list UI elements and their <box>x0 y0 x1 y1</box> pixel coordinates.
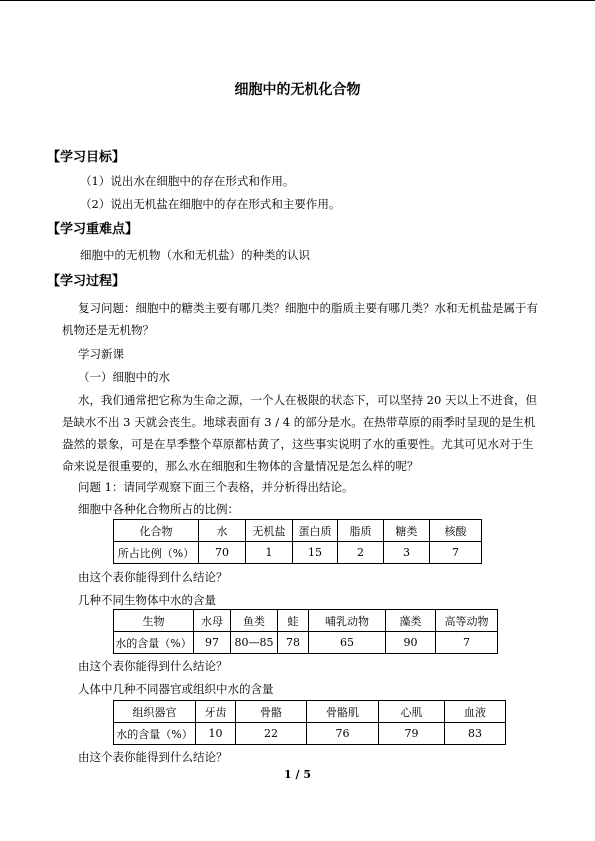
table-cell: 15 <box>293 542 338 564</box>
key-points-heading: 【学习重难点】 <box>47 222 139 237</box>
process-heading: 【学习过程】 <box>47 274 126 289</box>
table-cell: 糖类 <box>384 520 430 542</box>
table-cell: 水的含量（%） <box>114 632 194 654</box>
goals-heading: 【学习目标】 <box>47 150 126 165</box>
table-cell: 蛙 <box>278 610 309 632</box>
table-row <box>114 632 498 654</box>
table-cell: 脂质 <box>338 520 384 542</box>
page-number: 1 / 5 <box>284 768 311 781</box>
tissue-water-table <box>113 700 506 745</box>
conclusion-prompt: 由这个表你能得到什么结论？ <box>78 570 228 584</box>
table-cell: 83 <box>445 723 506 745</box>
organism-water-table <box>113 609 498 654</box>
table-cell: 心肌 <box>379 701 445 723</box>
table-cell: 骨骼 <box>236 701 307 723</box>
table-cell: 78 <box>278 632 309 654</box>
table-cell: 组织器官 <box>114 701 196 723</box>
table3-caption: 人体中几种不同器官或组织中水的含量 <box>78 682 274 696</box>
table-header-row <box>114 610 498 632</box>
table-cell: 血液 <box>445 701 506 723</box>
goal-item: （1）说出水在细胞中的存在形式和作用。 <box>80 174 295 188</box>
water-paragraph: 水，我们通常把它称为生命之源，一个人在极限的状态下，可以坚持 20 天以上不进食，但是缺水不出 3 天就会丧生。地球表面有 3 / 4 的部分是水。在热带草原的雨季时呈现的是生机盎然的景象，可是在旱季整个草原都枯黄了，这些事实说明了水的重要性。尤其可见水对于生命来说是很重要的，那么水在细胞和生物体的含量情况是怎么样的呢？ <box>62 393 537 473</box>
table-cell: 水 <box>199 520 246 542</box>
table-cell: 水的含量（%） <box>114 723 196 745</box>
table-cell: 核酸 <box>430 520 482 542</box>
table-row <box>114 723 506 745</box>
table-cell: 高等动物 <box>436 610 498 632</box>
table2-caption: 几种不同生物体中水的含量 <box>78 593 216 607</box>
table-cell: 生物 <box>114 610 194 632</box>
table-cell: 97 <box>194 632 231 654</box>
table-cell: 7 <box>436 632 498 654</box>
goal-item: （2）说出无机盐在细胞中的存在形式和主要作用。 <box>80 197 341 211</box>
conclusion-prompt: 由这个表你能得到什么结论？ <box>78 750 228 764</box>
table-cell: 水母 <box>194 610 231 632</box>
table-cell: 7 <box>430 542 482 564</box>
top-rule <box>0 0 595 1</box>
review-question: 复习问题：细胞中的糖类主要有哪几类？细胞中的脂质主要有哪几类？水和无机盐是属于有机物还是无机物？ <box>62 301 538 337</box>
table-cell: 化合物 <box>114 520 199 542</box>
compound-ratio-table <box>113 519 482 564</box>
table-cell: 79 <box>379 723 445 745</box>
table-cell: 10 <box>196 723 236 745</box>
table-cell: 哺乳动物 <box>309 610 386 632</box>
table-cell: 22 <box>236 723 307 745</box>
table-cell: 70 <box>199 542 246 564</box>
table-cell: 90 <box>386 632 436 654</box>
conclusion-prompt: 由这个表你能得到什么结论？ <box>78 659 228 673</box>
table-cell: 2 <box>338 542 384 564</box>
table-cell: 藻类 <box>386 610 436 632</box>
table-cell: 1 <box>246 542 293 564</box>
table-cell: 蛋白质 <box>293 520 338 542</box>
page-title: 细胞中的无机化合物 <box>234 82 361 98</box>
table-cell: 骨骼肌 <box>307 701 379 723</box>
table-cell: 所占比例（%） <box>114 542 199 564</box>
key-points-text: 细胞中的无机物（水和无机盐）的种类的认识 <box>80 248 310 262</box>
table-row <box>114 542 482 564</box>
table1-caption: 细胞中各种化合物所占的比例： <box>78 502 239 516</box>
table-cell: 80—85 <box>231 632 278 654</box>
table-cell: 76 <box>307 723 379 745</box>
question-one: 问题 1：请同学观察下面三个表格，并分析得出结论。 <box>78 480 354 494</box>
table-cell: 3 <box>384 542 430 564</box>
new-lesson-label: 学习新课 <box>78 347 124 361</box>
table-header-row <box>114 520 482 542</box>
table-cell: 鱼类 <box>231 610 278 632</box>
table-cell: 65 <box>309 632 386 654</box>
table-header-row <box>114 701 506 723</box>
table-cell: 无机盐 <box>246 520 293 542</box>
table-cell: 牙齿 <box>196 701 236 723</box>
part-one-heading: （一）细胞中的水 <box>78 370 170 384</box>
